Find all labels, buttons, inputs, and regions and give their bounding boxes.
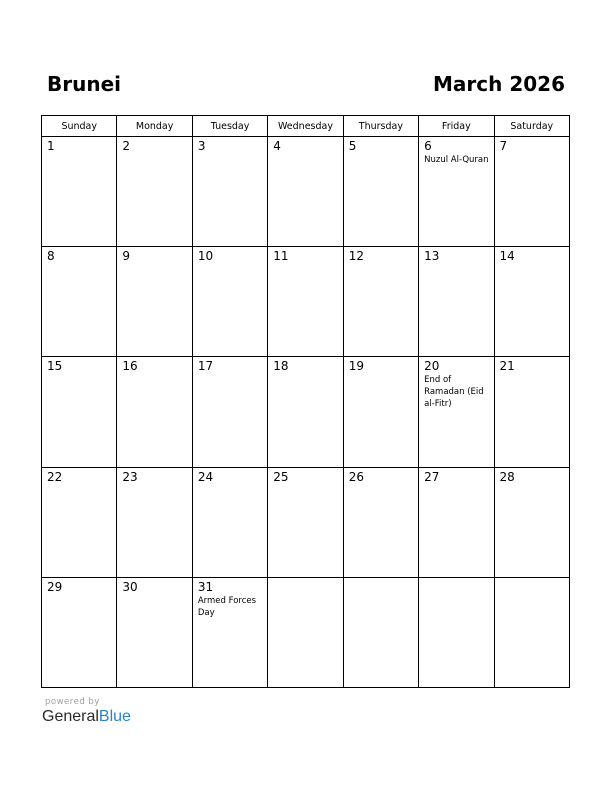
day-cell [192,247,267,357]
day-number: 12 [348,249,364,264]
day-number: 13 [424,249,440,264]
week-row [42,357,570,467]
holiday-label: End of Ramadan (Eid al-Fitr) [424,375,484,410]
day-number: 15 [47,359,63,374]
brand-name-general: General [42,708,99,725]
day-cell [343,467,418,577]
day-cell [494,247,569,357]
week-row [42,577,570,687]
day-number: 10 [197,249,214,264]
day-cell [42,577,117,687]
day-cell [343,247,418,357]
day-cell [343,137,418,247]
day-number: 14 [499,249,515,264]
day-number: 21 [499,359,515,374]
brand-logo [42,707,131,727]
day-number: 25 [273,469,289,484]
day-cell [268,577,343,687]
day-cell [419,467,494,577]
branding [42,697,131,727]
country-name: Brunei [47,72,122,96]
powered-by-label: powered by [45,697,100,707]
day-cell [343,357,418,467]
day-number: 2 [122,139,131,153]
week-row [42,247,570,357]
weekday-header-tuesday: Tuesday [192,116,267,137]
day-cell [419,577,494,687]
month-title: March 2026 [433,72,565,96]
holiday-label: Nuzul Al-Quran [424,155,489,165]
day-cell [42,247,117,357]
weekday-header-wednesday: Wednesday [268,116,343,137]
day-number: 24 [197,469,214,484]
day-cell [117,247,192,357]
weekday-header-row [42,116,570,137]
day-number: 5 [348,139,357,153]
day-number: 1 [47,139,55,153]
day-number: 6 [424,139,432,153]
day-number: 7 [499,139,508,153]
day-number: 29 [47,579,63,594]
day-number: 4 [273,139,281,153]
week-row [42,137,570,247]
day-number: 23 [122,469,138,484]
calendar-grid [41,115,570,688]
day-cell [494,357,569,467]
day-number: 22 [47,469,63,484]
day-cell [494,577,569,687]
day-number: 11 [273,249,289,264]
weekday-header-saturday: Saturday [494,116,569,137]
day-number: 28 [499,469,515,484]
day-number: 20 [424,359,440,374]
day-number: 30 [122,579,138,594]
holiday-label: Armed Forces Day [197,595,257,618]
day-number: 9 [122,249,131,264]
day-cell [117,137,192,247]
day-number: 26 [348,469,364,484]
day-number: 3 [197,139,206,153]
day-cell [419,137,494,247]
day-cell [268,247,343,357]
day-cell [268,357,343,467]
day-cell [419,247,494,357]
brand-name-blue: Blue [98,708,131,725]
day-number: 16 [122,359,138,374]
day-cell [192,137,267,247]
week-row [42,467,570,577]
day-cell [192,577,267,687]
day-number: 31 [197,579,214,594]
day-cell [42,137,117,247]
day-cell [117,467,192,577]
day-cell [343,577,418,687]
day-number: 18 [273,359,289,374]
day-number: 19 [348,359,364,374]
weekday-header-sunday: Sunday [42,116,117,137]
day-cell [419,357,494,467]
day-number: 17 [197,359,214,374]
day-cell [494,467,569,577]
day-cell [268,467,343,577]
day-cell [268,137,343,247]
weekday-header-friday: Friday [419,116,494,137]
day-cell [192,357,267,467]
day-cell [494,137,569,247]
weekday-header-monday: Monday [117,116,192,137]
day-number: 27 [424,469,440,484]
day-cell [117,577,192,687]
day-cell [42,467,117,577]
day-number: 8 [47,249,55,264]
day-cell [192,467,267,577]
day-cell [42,357,117,467]
day-cell [117,357,192,467]
weekday-header-thursday: Thursday [343,116,418,137]
